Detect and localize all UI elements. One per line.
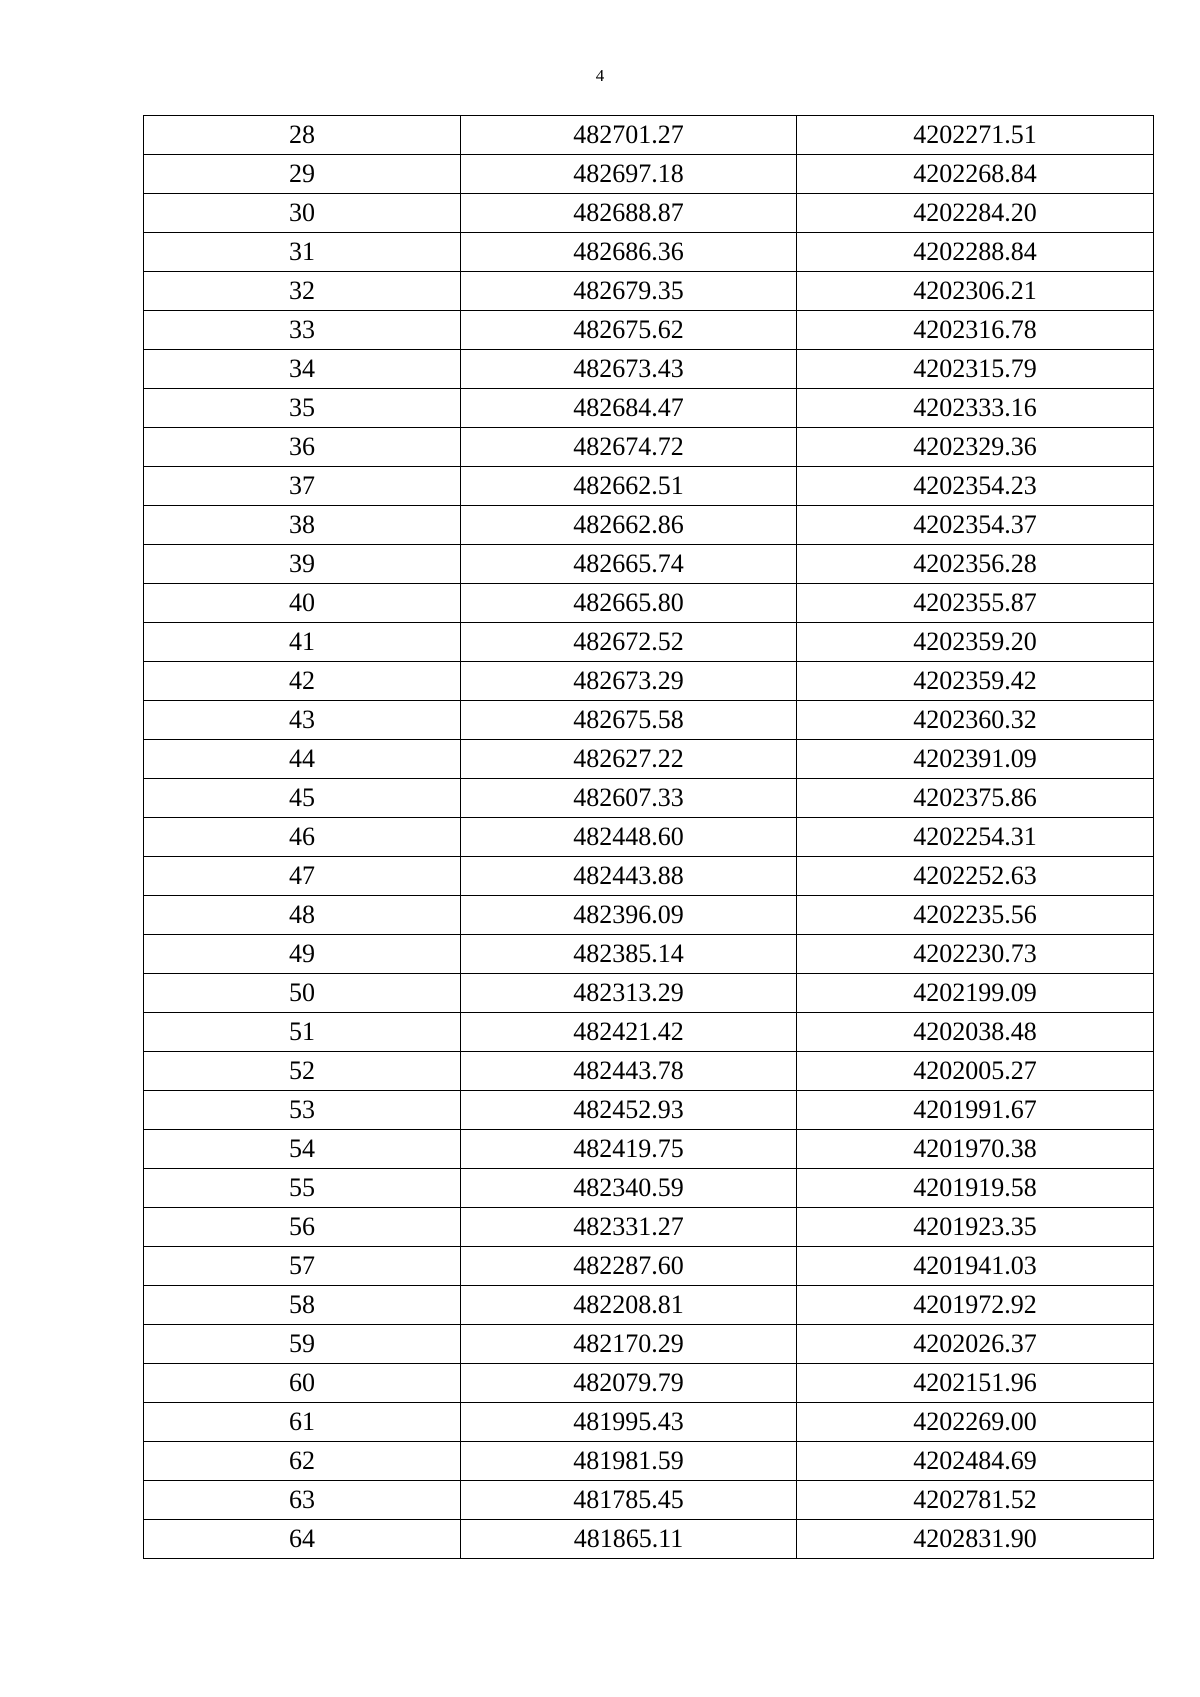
point-number-cell: 37: [144, 467, 461, 506]
x-coordinate-cell: 482684.47: [461, 389, 797, 428]
table-row: [144, 701, 1154, 740]
x-coordinate-cell: 482686.36: [461, 233, 797, 272]
point-number-cell: 64: [144, 1520, 461, 1559]
table-row: [144, 389, 1154, 428]
y-coordinate-cell: 4202199.09: [797, 974, 1154, 1013]
y-coordinate-cell: 4202391.09: [797, 740, 1154, 779]
point-number-cell: 47: [144, 857, 461, 896]
y-coordinate-cell: 4202269.00: [797, 1403, 1154, 1442]
y-coordinate-cell: 4202230.73: [797, 935, 1154, 974]
x-coordinate-cell: 482675.62: [461, 311, 797, 350]
point-number-cell: 30: [144, 194, 461, 233]
table-row: [144, 1013, 1154, 1052]
point-number-cell: 55: [144, 1169, 461, 1208]
x-coordinate-cell: 481865.11: [461, 1520, 797, 1559]
y-coordinate-cell: 4202235.56: [797, 896, 1154, 935]
point-number-cell: 54: [144, 1130, 461, 1169]
x-coordinate-cell: 482673.29: [461, 662, 797, 701]
point-number-cell: 31: [144, 233, 461, 272]
point-number-cell: 28: [144, 116, 461, 155]
table-row: [144, 1403, 1154, 1442]
point-number-cell: 52: [144, 1052, 461, 1091]
point-number-cell: 33: [144, 311, 461, 350]
point-number-cell: 58: [144, 1286, 461, 1325]
x-coordinate-cell: 482665.74: [461, 545, 797, 584]
y-coordinate-cell: 4201941.03: [797, 1247, 1154, 1286]
y-coordinate-cell: 4202355.87: [797, 584, 1154, 623]
y-coordinate-cell: 4202354.37: [797, 506, 1154, 545]
y-coordinate-cell: 4202484.69: [797, 1442, 1154, 1481]
point-number-cell: 36: [144, 428, 461, 467]
x-coordinate-cell: 482607.33: [461, 779, 797, 818]
table-row: [144, 1130, 1154, 1169]
y-coordinate-cell: 4202360.32: [797, 701, 1154, 740]
point-number-cell: 43: [144, 701, 461, 740]
x-coordinate-cell: 482421.42: [461, 1013, 797, 1052]
y-coordinate-cell: 4202329.36: [797, 428, 1154, 467]
y-coordinate-cell: 4202831.90: [797, 1520, 1154, 1559]
x-coordinate-cell: 482208.81: [461, 1286, 797, 1325]
point-number-cell: 45: [144, 779, 461, 818]
point-number-cell: 38: [144, 506, 461, 545]
y-coordinate-cell: 4201970.38: [797, 1130, 1154, 1169]
page-number: 4: [595, 66, 605, 85]
table-row: [144, 584, 1154, 623]
point-number-cell: 50: [144, 974, 461, 1013]
table-row: [144, 974, 1154, 1013]
y-coordinate-cell: 4202026.37: [797, 1325, 1154, 1364]
x-coordinate-cell: 482665.80: [461, 584, 797, 623]
table-row: [144, 506, 1154, 545]
table-row: [144, 1442, 1154, 1481]
y-coordinate-cell: 4202306.21: [797, 272, 1154, 311]
table-row: [144, 1286, 1154, 1325]
table-row: [144, 857, 1154, 896]
point-number-cell: 39: [144, 545, 461, 584]
x-coordinate-cell: 482675.58: [461, 701, 797, 740]
y-coordinate-cell: 4202151.96: [797, 1364, 1154, 1403]
x-coordinate-cell: 482331.27: [461, 1208, 797, 1247]
x-coordinate-cell: 482079.79: [461, 1364, 797, 1403]
point-number-cell: 44: [144, 740, 461, 779]
point-number-cell: 59: [144, 1325, 461, 1364]
x-coordinate-cell: 482701.27: [461, 116, 797, 155]
table-row: [144, 896, 1154, 935]
x-coordinate-cell: 482396.09: [461, 896, 797, 935]
x-coordinate-cell: 481995.43: [461, 1403, 797, 1442]
table-row: [144, 1247, 1154, 1286]
point-number-cell: 49: [144, 935, 461, 974]
x-coordinate-cell: 482697.18: [461, 155, 797, 194]
y-coordinate-cell: 4202252.63: [797, 857, 1154, 896]
table-row: [144, 1481, 1154, 1520]
point-number-cell: 40: [144, 584, 461, 623]
x-coordinate-cell: 482443.78: [461, 1052, 797, 1091]
table-row: [144, 311, 1154, 350]
point-number-cell: 60: [144, 1364, 461, 1403]
x-coordinate-cell: 482674.72: [461, 428, 797, 467]
y-coordinate-cell: 4201991.67: [797, 1091, 1154, 1130]
x-coordinate-cell: 482313.29: [461, 974, 797, 1013]
table-row: [144, 623, 1154, 662]
x-coordinate-cell: 482673.43: [461, 350, 797, 389]
table-row: [144, 818, 1154, 857]
point-number-cell: 42: [144, 662, 461, 701]
table-row: [144, 740, 1154, 779]
point-number-cell: 53: [144, 1091, 461, 1130]
x-coordinate-cell: 482287.60: [461, 1247, 797, 1286]
point-number-cell: 41: [144, 623, 461, 662]
y-coordinate-cell: 4202333.16: [797, 389, 1154, 428]
y-coordinate-cell: 4202316.78: [797, 311, 1154, 350]
x-coordinate-cell: 482443.88: [461, 857, 797, 896]
y-coordinate-cell: 4201972.92: [797, 1286, 1154, 1325]
y-coordinate-cell: 4202359.42: [797, 662, 1154, 701]
table-row: [144, 428, 1154, 467]
coordinates-table: [143, 115, 1154, 1559]
y-coordinate-cell: 4201919.58: [797, 1169, 1154, 1208]
table-row: [144, 1364, 1154, 1403]
table-row: [144, 467, 1154, 506]
x-coordinate-cell: 482662.51: [461, 467, 797, 506]
point-number-cell: 46: [144, 818, 461, 857]
table-row: [144, 1169, 1154, 1208]
x-coordinate-cell: 482340.59: [461, 1169, 797, 1208]
point-number-cell: 32: [144, 272, 461, 311]
x-coordinate-cell: 482688.87: [461, 194, 797, 233]
table-row: [144, 779, 1154, 818]
x-coordinate-cell: 482385.14: [461, 935, 797, 974]
y-coordinate-cell: 4202284.20: [797, 194, 1154, 233]
point-number-cell: 51: [144, 1013, 461, 1052]
point-number-cell: 61: [144, 1403, 461, 1442]
point-number-cell: 56: [144, 1208, 461, 1247]
point-number-cell: 48: [144, 896, 461, 935]
table-row: [144, 1325, 1154, 1364]
x-coordinate-cell: 482672.52: [461, 623, 797, 662]
table-row: [144, 155, 1154, 194]
table-row: [144, 116, 1154, 155]
x-coordinate-cell: 482170.29: [461, 1325, 797, 1364]
table-row: [144, 1091, 1154, 1130]
x-coordinate-cell: 481785.45: [461, 1481, 797, 1520]
x-coordinate-cell: 482662.86: [461, 506, 797, 545]
table-row: [144, 233, 1154, 272]
table-row: [144, 935, 1154, 974]
y-coordinate-cell: 4202354.23: [797, 467, 1154, 506]
y-coordinate-cell: 4202315.79: [797, 350, 1154, 389]
table-row: [144, 545, 1154, 584]
point-number-cell: 57: [144, 1247, 461, 1286]
x-coordinate-cell: 482448.60: [461, 818, 797, 857]
x-coordinate-cell: 482679.35: [461, 272, 797, 311]
table-row: [144, 1052, 1154, 1091]
table-row: [144, 1520, 1154, 1559]
x-coordinate-cell: 481981.59: [461, 1442, 797, 1481]
point-number-cell: 63: [144, 1481, 461, 1520]
y-coordinate-cell: 4202268.84: [797, 155, 1154, 194]
y-coordinate-cell: 4202005.27: [797, 1052, 1154, 1091]
table-row: [144, 194, 1154, 233]
y-coordinate-cell: 4202288.84: [797, 233, 1154, 272]
y-coordinate-cell: 4202038.48: [797, 1013, 1154, 1052]
x-coordinate-cell: 482419.75: [461, 1130, 797, 1169]
y-coordinate-cell: 4202375.86: [797, 779, 1154, 818]
y-coordinate-cell: 4202254.31: [797, 818, 1154, 857]
coordinates-table-body: [144, 116, 1154, 1559]
point-number-cell: 29: [144, 155, 461, 194]
y-coordinate-cell: 4202359.20: [797, 623, 1154, 662]
table-row: [144, 272, 1154, 311]
y-coordinate-cell: 4202356.28: [797, 545, 1154, 584]
x-coordinate-cell: 482452.93: [461, 1091, 797, 1130]
y-coordinate-cell: 4202781.52: [797, 1481, 1154, 1520]
point-number-cell: 35: [144, 389, 461, 428]
table-row: [144, 1208, 1154, 1247]
point-number-cell: 62: [144, 1442, 461, 1481]
table-row: [144, 350, 1154, 389]
x-coordinate-cell: 482627.22: [461, 740, 797, 779]
y-coordinate-cell: 4202271.51: [797, 116, 1154, 155]
table-row: [144, 662, 1154, 701]
y-coordinate-cell: 4201923.35: [797, 1208, 1154, 1247]
point-number-cell: 34: [144, 350, 461, 389]
